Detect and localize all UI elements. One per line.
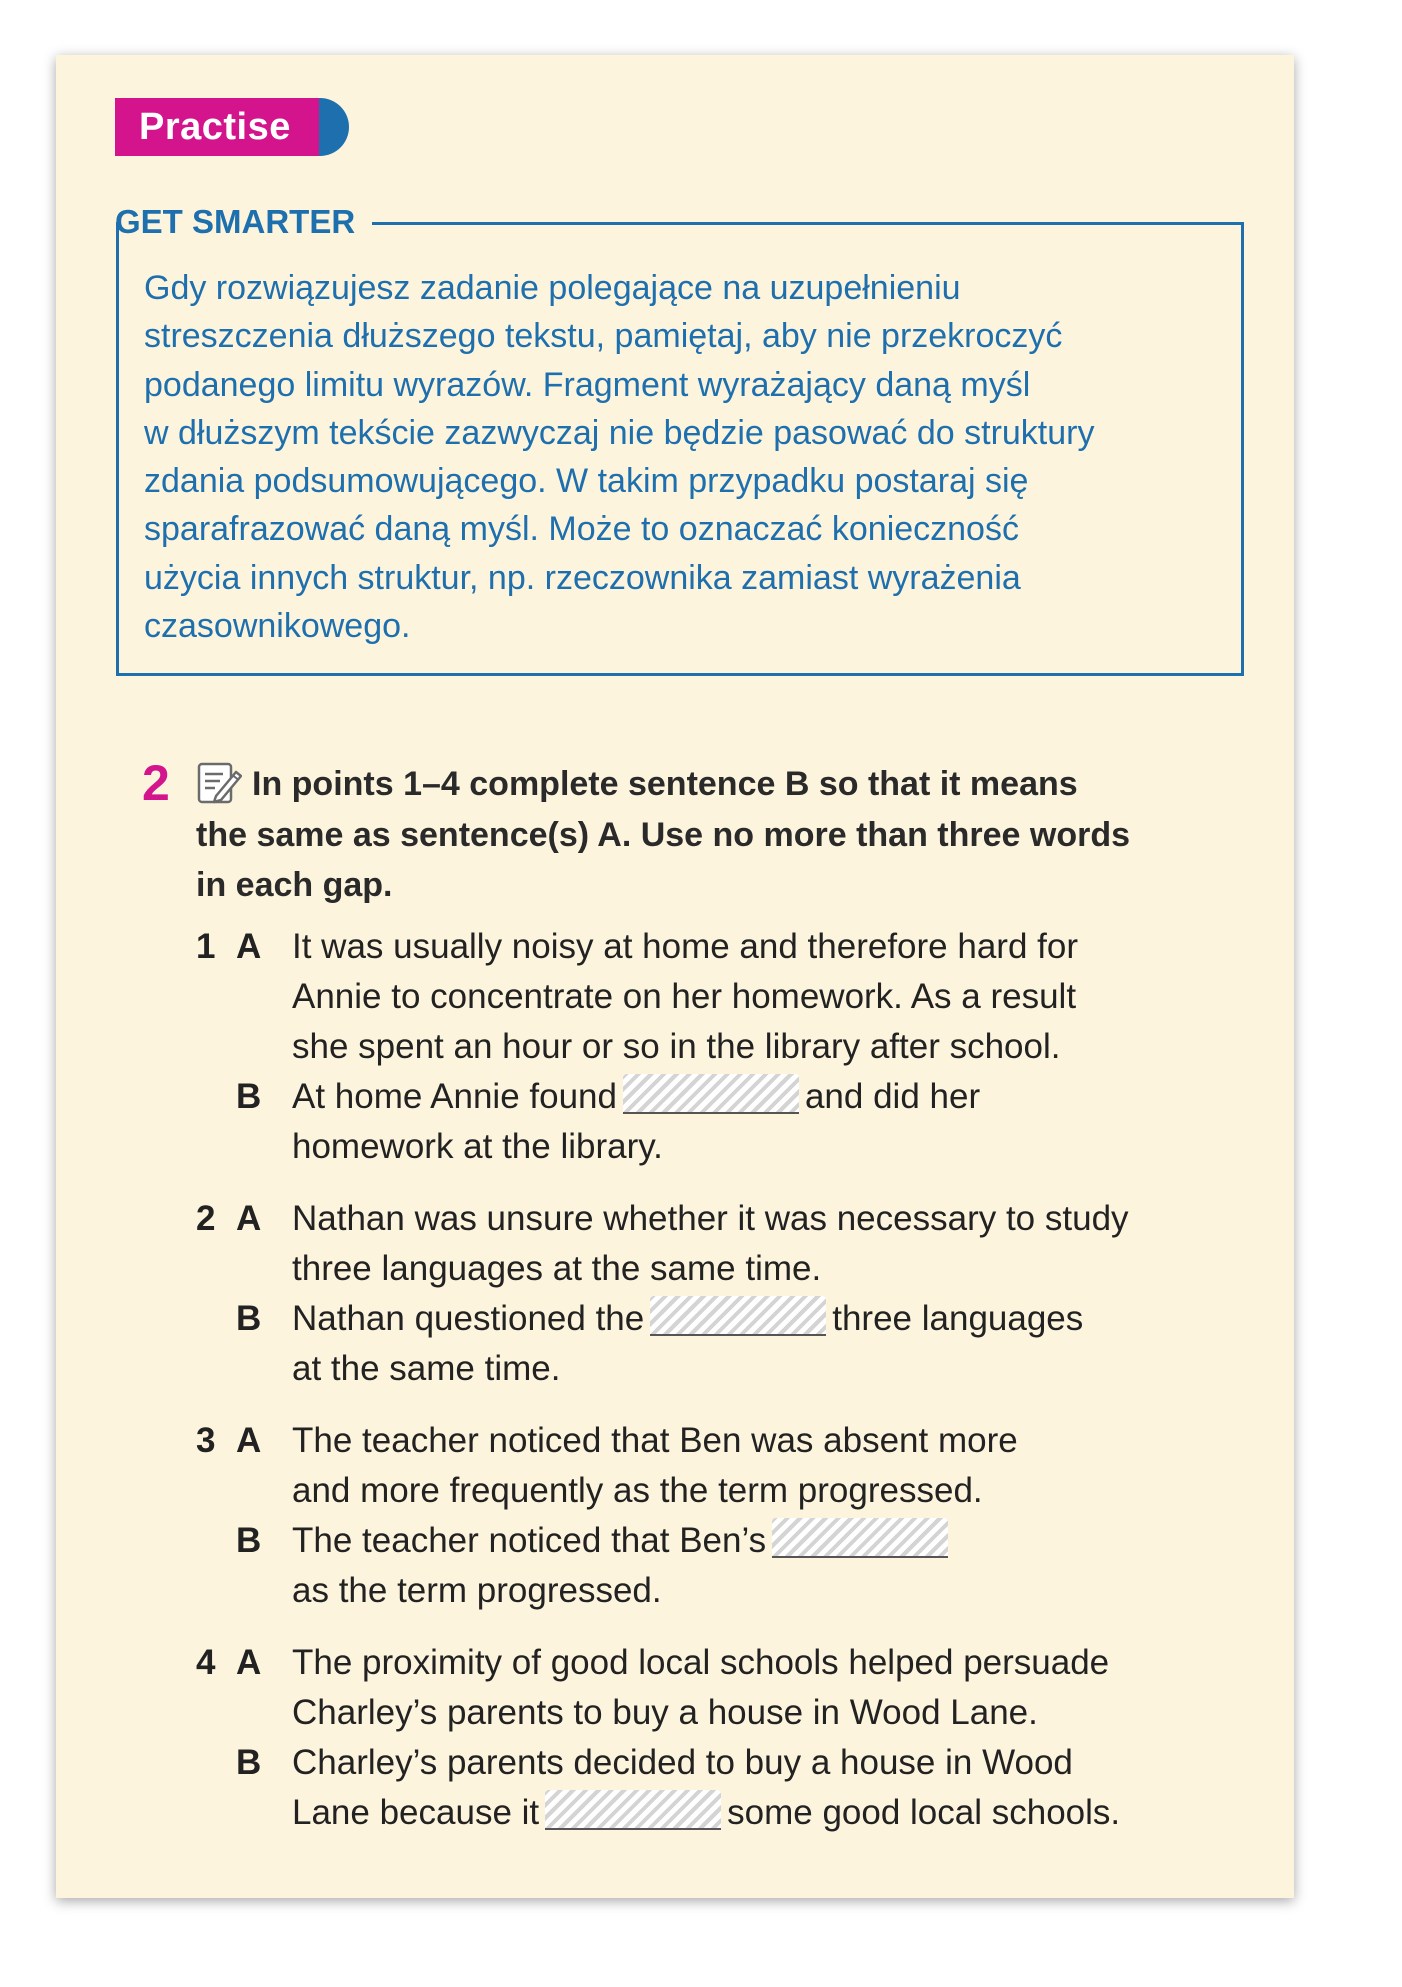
sentence-a <box>292 922 1256 1072</box>
sentence-a-line: The teacher noticed that Ben was absent more <box>292 1421 1018 1460</box>
get-smarter-line: czasownikowego. <box>144 607 411 646</box>
sentence-b-text: some good local schools. <box>727 1793 1121 1832</box>
sentence-b <box>292 1516 1256 1616</box>
sentence-b-line: as the term progressed. <box>292 1571 662 1610</box>
sentence-a-label: A <box>236 1199 262 1238</box>
sentence-a <box>292 1638 1256 1738</box>
sentence-b-label: B <box>236 1743 262 1782</box>
answer-gap-4[interactable] <box>545 1790 721 1830</box>
sentence-b-label: B <box>236 1299 262 1338</box>
exercise-item-4 <box>196 1638 1256 1838</box>
exercise-number: 2 <box>142 755 170 811</box>
sentence-a-line: three languages at the same time. <box>292 1249 822 1288</box>
exercise-item-2 <box>196 1194 1256 1394</box>
exercise-item-1 <box>196 922 1256 1172</box>
sentence-a-line: and more frequently as the term progressed. <box>292 1471 983 1510</box>
sentence-b <box>292 1294 1256 1394</box>
get-smarter-line: sparafrazować daną myśl. Może to oznaczać konieczność <box>144 510 1019 549</box>
sentence-b-text: At home Annie found <box>292 1077 617 1116</box>
sentence-b-line: Charley’s parents decided to buy a house in Wood <box>292 1743 1073 1782</box>
sentence-a-label: A <box>236 927 262 966</box>
sentence-b-text: Nathan questioned the <box>292 1299 645 1338</box>
sentence-b-label: B <box>236 1521 262 1560</box>
sentence-a-label: A <box>236 1643 262 1682</box>
item-number: 4 <box>196 1643 216 1682</box>
get-smarter-text <box>144 264 1224 650</box>
exercise-items <box>196 922 1256 1860</box>
item-number: 3 <box>196 1421 216 1460</box>
item-number: 1 <box>196 927 216 966</box>
get-smarter-line: Gdy rozwiązujesz zadanie polegające na uzupełnieniu <box>144 269 961 307</box>
practise-label-tab <box>319 98 349 156</box>
get-smarter-line: w dłuższym tekście zazwyczaj nie będzie pasować do struktury <box>144 413 1095 452</box>
answer-gap-2[interactable] <box>650 1296 826 1336</box>
instruction-line: the same as sentence(s) A. Use no more than three words <box>196 815 1131 854</box>
sentence-a-line: Nathan was unsure whether it was necessary to study <box>292 1199 1129 1238</box>
sentence-a-line: Annie to concentrate on her homework. As a result <box>292 977 1077 1016</box>
get-smarter-line: użycia innych struktur, np. rzeczownika zamiast wyrażenia <box>144 558 1021 597</box>
sentence-b-text: The teacher noticed that Ben’s <box>292 1521 767 1560</box>
get-smarter-heading: GET SMARTER <box>115 203 356 240</box>
get-smarter-box-top-line <box>372 222 1244 225</box>
practise-label <box>115 98 349 156</box>
sentence-a-line: she spent an hour or so in the library after school. <box>292 1027 1061 1066</box>
sentence-b-line: homework at the library. <box>292 1127 663 1166</box>
get-smarter-line: streszczenia dłuższego tekstu, pamiętaj, aby nie przekroczyć <box>144 317 1063 356</box>
answer-gap-3[interactable] <box>772 1518 948 1558</box>
instruction-line: in each gap. <box>196 866 393 904</box>
sentence-b <box>292 1072 1256 1172</box>
get-smarter-line: zdania podsumowującego. W takim przypadku postaraj się <box>144 462 1029 501</box>
sentence-b-text: Lane because it <box>292 1793 540 1832</box>
sentence-a-line: It was usually noisy at home and therefore hard for <box>292 927 1078 966</box>
sentence-b-text: three languages <box>832 1299 1084 1338</box>
item-number: 2 <box>196 1199 216 1238</box>
sentence-b-line: at the same time. <box>292 1349 561 1388</box>
answer-gap-1[interactable] <box>623 1074 799 1114</box>
instruction-line: In points 1–4 complete sentence B so that it means <box>252 765 1078 803</box>
sentence-a <box>292 1194 1256 1294</box>
sentence-a-line: The proximity of good local schools helped persuade <box>292 1643 1110 1682</box>
sentence-b-text: and did her <box>804 1077 981 1116</box>
sentence-a-line: Charley’s parents to buy a house in Wood Lane. <box>292 1693 1038 1732</box>
exercise-instruction <box>196 759 1236 911</box>
sentence-a <box>292 1416 1256 1516</box>
sentence-a-label: A <box>236 1421 262 1460</box>
sentence-b <box>292 1738 1256 1838</box>
practise-label-text: Practise <box>115 98 319 156</box>
sentence-b-label: B <box>236 1077 262 1116</box>
exercise-item-3 <box>196 1416 1256 1616</box>
get-smarter-line: podanego limitu wyrazów. Fragment wyrażający daną myśl <box>144 365 1031 404</box>
